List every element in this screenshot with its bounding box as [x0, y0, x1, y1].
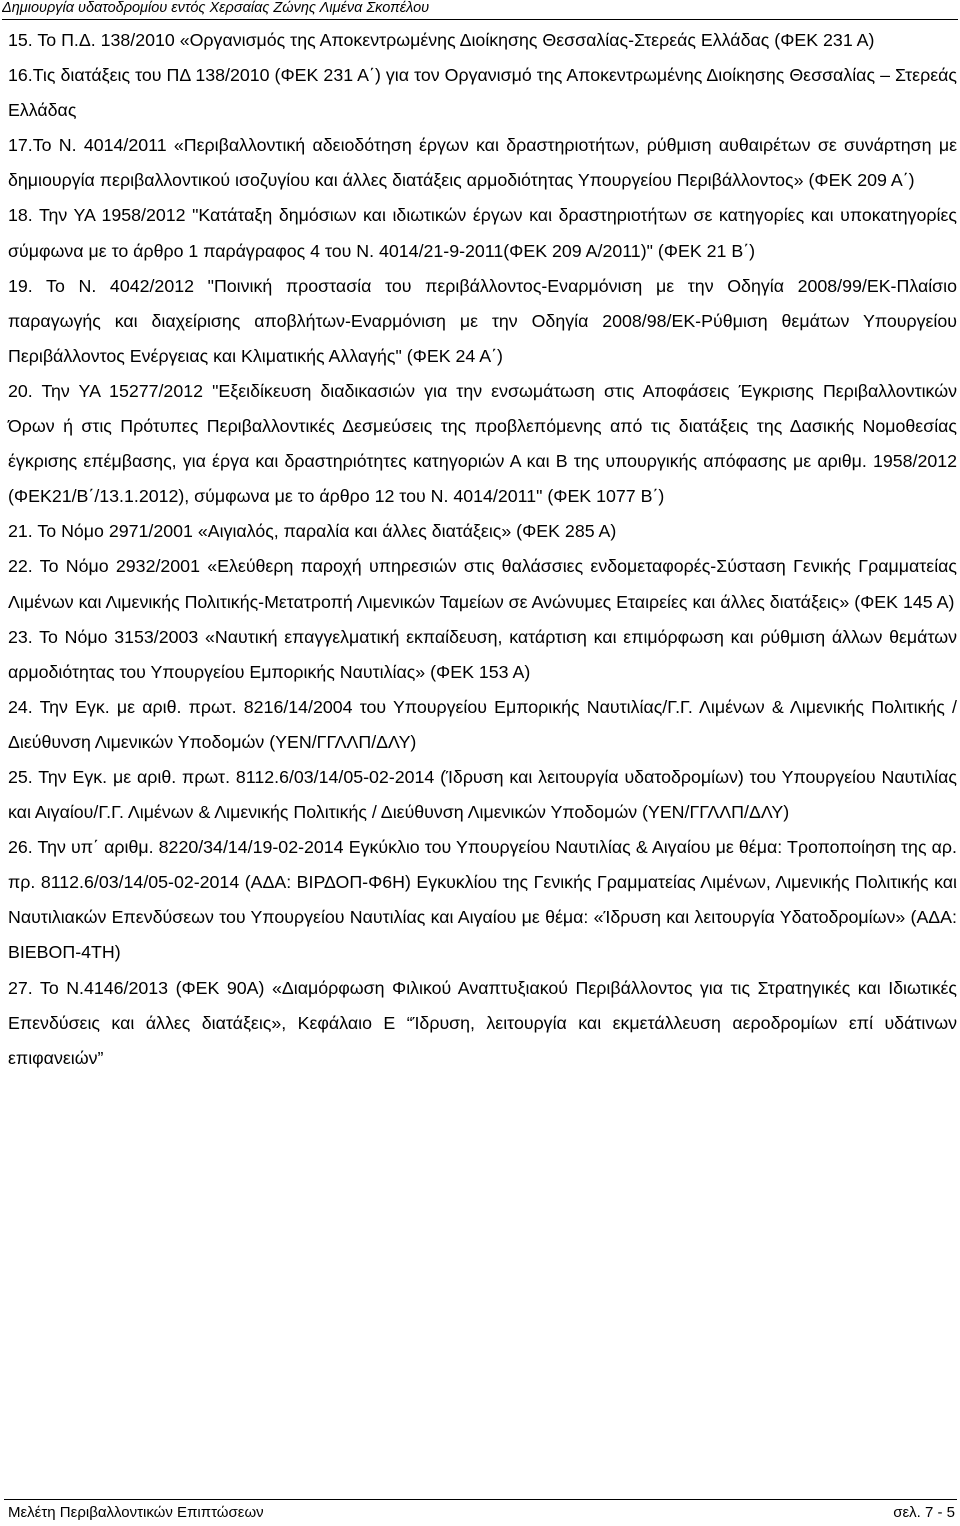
legal-reference-23: 23. Το Νόμο 3153/2003 «Ναυτική επαγγελματική εκπαίδευση, κατάρτιση και επιμόρφωση και ρύθμιση άλλων θεμάτων αρμοδιότητας του Υπουργείου Εμπορικής Ναυτιλίας» (ΦΕΚ 153 Α) — [8, 626, 957, 682]
document-body — [8, 23, 957, 1076]
footer-document-title: Μελέτη Περιβαλλοντικών Επιπτώσεων — [8, 1504, 264, 1521]
legal-reference-18: 18. Την ΥΑ 1958/2012 "Κατάταξη δημόσιων και ιδιωτικών έργων και δραστηριοτήτων σε κατηγορίες και υποκατηγορίες σύμφωνα με το άρθρο 1 παράγραφος 4 του Ν. 4014/21-9-2011(ΦΕΚ 209 Α/2011)" (ΦΕΚ 21 Β΄) — [8, 205, 957, 261]
legal-reference-27: 27. Το Ν.4146/2013 (ΦΕΚ 90Α) «Διαμόρφωση Φιλικού Αναπτυξιακού Περιβάλλοντος για τις Στρατηγικές και Ιδιωτικές Επενδύσεις και άλλες διατάξεις», Κεφάλαιο Ε “Ίδρυση, λειτουργία και εκμετάλλευση αεροδρομίων επί υδάτινων επιφανειών” — [8, 977, 957, 1068]
legal-reference-17: 17.Το Ν. 4014/2011 «Περιβαλλοντική αδειοδότηση έργων και δραστηριοτήτων, ρύθμιση αυθαιρέτων σε συνάρτηση με δημιουργία περιβαλλοντικού ισοζυγίου και άλλες διατάξεις αρμοδιότητας Υπουργείου Περιβάλλοντος» (ΦΕΚ 209 Α΄) — [8, 135, 957, 191]
legal-reference-26: 26. Την υπ΄ αριθμ. 8220/34/14/19-02-2014 Εγκύκλιο του Υπουργείου Ναυτιλίας & Αιγαίου με θέμα: Τροποποίηση της αρ. πρ. 8112.6/03/14/05-02-2014 (ΑΔΑ: ΒΙΡΔΟΠ-Φ6Η) Εγκυκλίου της Γενικής Γραμματείας Λιμένων, Λιμενικής Πολιτικής και Ναυτιλιακών Επενδύσεων του Υπουργείου Ναυτιλίας και Αιγαίου με θέμα: «Ίδρυση και λειτουργία Υδατοδρομίων» (ΑΔΑ: ΒΙΕΒΟΠ-4ΤΗ) — [8, 837, 957, 963]
page-number: σελ. 7 - 5 — [893, 1504, 955, 1521]
legal-reference-25: 25. Την Εγκ. με αριθ. πρωτ. 8112.6/03/14/05-02-2014 (Ίδρυση και λειτουργία υδατοδρομίων) του Υπουργείου Ναυτιλίας και Αιγαίου/Γ.Γ. Λιμένων & Λιμενικής Πολιτικής / Διεύθυνση Λιμενικών Υποδομών (ΥΕΝ/ΓΓΛΛΠ/ΔΛΥ) — [8, 766, 957, 823]
legal-reference-21: 21. Το Νόμο 2971/2001 «Αιγιαλός, παραλία και άλλες διατάξεις» (ΦΕΚ 285 Α) — [8, 521, 617, 542]
legal-reference-16: 16.Τις διατάξεις του ΠΔ 138/2010 (ΦΕΚ 231 Α΄) για τον Οργανισμό της Αποκεντρωμένης Διοίκησης Θεσσαλίας – Στερεάς Ελλάδας — [8, 65, 957, 121]
legal-reference-15: 15. Το Π.Δ. 138/2010 «Οργανισμός της Αποκεντρωμένης Διοίκησης Θεσσαλίας-Στερεάς Ελλάδας (ΦΕΚ 231 Α) — [8, 30, 875, 50]
page-footer — [4, 1499, 957, 1526]
legal-reference-19: 19. Το Ν. 4042/2012 "Ποινική προστασία του περιβάλλοντος-Εναρμόνιση με την Οδηγία 2008/99/ΕΚ-Πλαίσιο παραγωγής και διαχείρισης αποβλήτων-Εναρμόνιση με την Οδηγία 2008/98/ΕΚ-Ρύθμιση θεμάτων Υπουργείου Περιβάλλοντος Ενέργειας και Κλιματικής Αλλαγής" (ΦΕΚ 24 Α΄) — [8, 275, 957, 366]
legal-reference-24: 24. Την Εγκ. με αριθ. πρωτ. 8216/14/2004 του Υπουργείου Εμπορικής Ναυτιλίας/Γ.Γ. Λιμένων & Λιμενικής Πολιτικής / Διεύθυνση Λιμενικών Υποδομών (ΥΕΝ/ΓΓΛΛΠ/ΔΛΥ) — [8, 696, 957, 752]
legal-reference-22: 22. Το Νόμο 2932/2001 «Ελεύθερη παροχή υπηρεσιών στις θαλάσσιες ενδομεταφορές-Σύσταση Γενικής Γραμματείας Λιμένων και Λιμενικής Πολιτικής-Μετατροπή Λιμενικών Ταμείων σε Ανώνυμες Εταιρείες και άλλες διατάξεις» (ΦΕΚ 145 Α) — [8, 556, 957, 612]
running-header: Δημιουργία υδατοδρομίου εντός Χερσαίας Ζώνης Λιμένα Σκοπέλου — [2, 0, 958, 20]
legal-reference-20: 20. Την ΥΑ 15277/2012 "Εξειδίκευση διαδικασιών για την ενσωμάτωση στις Αποφάσεις Έγκρισης Περιβαλλοντικών Όρων ή στις Πρότυπες Περιβαλλοντικές Δεσμεύσεις της προβλεπόμενης από τις διατάξεις της Δασικής Νομοθεσίας έγκρισης επέμβασης, για έργα και δραστηριότητες κατηγοριών Α και Β της υπουργικής απόφασης με αριθμ. 1958/2012 (ΦΕΚ21/Β΄/13.1.2012), σύμφωνα με το άρθρο 12 του Ν. 4014/2011" (ΦΕΚ 1077 Β΄) — [8, 380, 957, 507]
